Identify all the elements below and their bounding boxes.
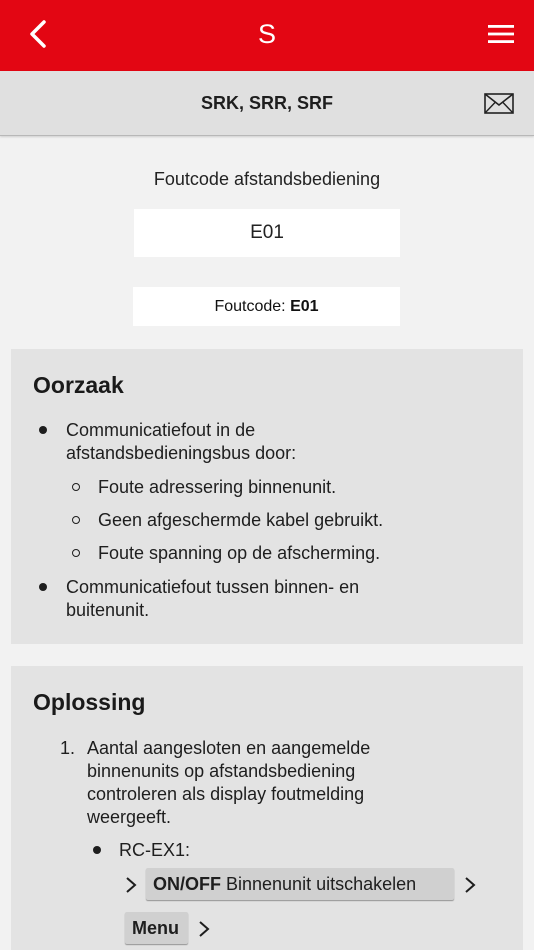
cause-item-1-line-1: Communicatiefout in de <box>66 420 256 440</box>
key-name: ON/OFF <box>153 874 221 894</box>
chevron-right-icon <box>125 876 137 894</box>
error-code-label: Foutcode afstandsbediening <box>153 169 381 189</box>
solution-heading: Oplossing <box>33 689 146 715</box>
step-1-line-1: Aantal aangesloten en aangemelde <box>87 738 371 758</box>
result-prefix: Foutcode: <box>214 298 291 315</box>
cause-sub-3: Foute spanning op de afscherming. <box>98 543 381 563</box>
key-name: Menu <box>132 918 179 938</box>
chevron-right-icon <box>198 920 210 938</box>
result-code: E01 <box>290 298 319 315</box>
hamburger-menu-icon[interactable] <box>488 22 514 46</box>
app-header <box>0 0 534 71</box>
step-number: 1. <box>60 738 76 758</box>
bullet-dot <box>39 583 47 591</box>
step-1-line-2: binnenunits op afstandsbediening <box>87 761 356 781</box>
step-1-line-3: controleren als display foutmelding <box>87 784 365 804</box>
on-off-key <box>146 868 454 900</box>
error-code-input[interactable] <box>134 209 400 257</box>
cause-sub-2: Geen afgeschermde kabel gebruikt. <box>98 510 384 530</box>
error-code-result <box>133 287 400 326</box>
step-1-line-4: weergeeft. <box>87 807 172 827</box>
cause-sub-1: Foute adressering binnenunit. <box>98 477 337 497</box>
bullet-circle <box>72 549 80 557</box>
bullet-circle <box>72 483 80 491</box>
chevron-right-icon <box>464 876 476 894</box>
key-action: Binnenunit uitschakelen <box>221 874 417 894</box>
bullet-circle <box>72 516 80 524</box>
bullet-dot <box>39 426 47 434</box>
app-title: S <box>257 19 276 49</box>
cause-item-2-line-1: Communicatiefout tussen binnen- en <box>66 577 360 597</box>
bullet-dot <box>93 846 101 854</box>
cause-heading: Oorzaak <box>33 372 124 398</box>
cause-item-2-line-2: buitenunit. <box>66 600 150 620</box>
envelope-icon[interactable] <box>484 93 514 114</box>
model-title: SRK, SRR, SRF <box>200 93 333 113</box>
menu-key <box>125 912 188 944</box>
cause-item-1-line-2: afstandsbedieningsbus door: <box>66 443 297 463</box>
device-label: RC-EX1: <box>119 840 191 860</box>
model-header <box>0 71 534 136</box>
